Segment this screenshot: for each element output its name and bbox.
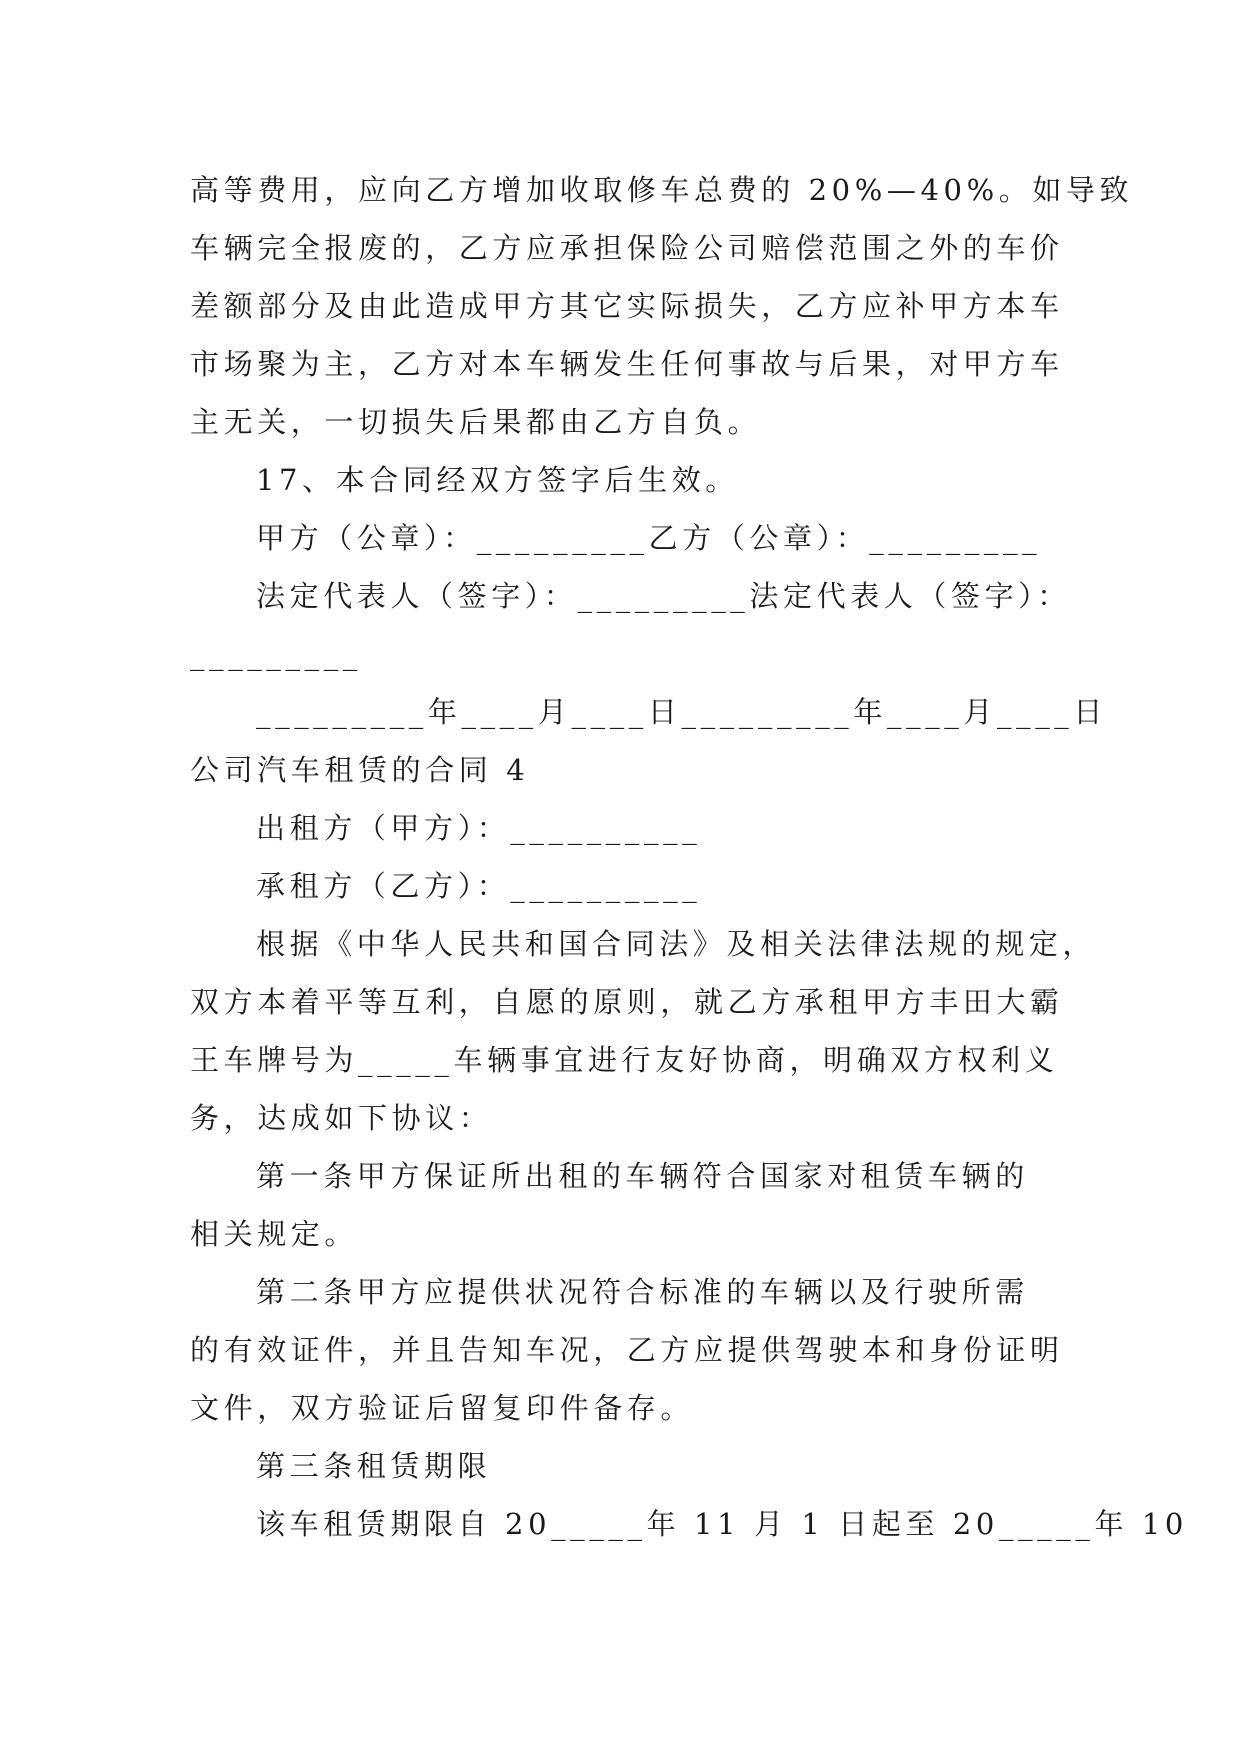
text-line: 出租方（甲方）：__________ [256, 811, 702, 845]
text-line: 车辆完全报废的，乙方应承担保险公司赔偿范围之外的车价 [190, 231, 1064, 265]
text-line: 公司汽车租赁的合同 4 [190, 753, 530, 787]
document-body [190, 161, 1188, 1553]
text-line: _________年____月____日_________年____月____日 [256, 695, 1107, 729]
text-line: 甲方（公章）：_________乙方（公章）：_________ [256, 521, 1042, 555]
text-line: 文件，双方验证后留复印件备存。 [190, 1391, 695, 1425]
text-line: 主无关，一切损失后果都由乙方自负。 [190, 405, 762, 439]
text-line: 的有效证件，并且告知车况，乙方应提供驾驶本和身份证明 [190, 1333, 1064, 1367]
text-line: 第三条租赁期限 [256, 1449, 492, 1483]
text-line: 差额部分及由此造成甲方其它实际损失，乙方应补甲方本车 [190, 289, 1064, 323]
text-line: 高等费用，应向乙方增加收取修车总费的 20%—40%。如导致 [190, 173, 1134, 207]
text-line: _________ [190, 637, 362, 671]
text-line: 法定代表人（签字）：_________法定代表人（签字）： [256, 579, 1071, 613]
text-line: 务，达成如下协议： [190, 1101, 493, 1135]
text-line: 该车租赁期限自 20_____年 11 月 1 日起至 20_____年 10 [256, 1507, 1188, 1541]
text-line: 市场聚为主，乙方对本车辆发生任何事故与后果，对甲方车 [190, 347, 1064, 381]
text-line: 第二条甲方应提供状况符合标准的车辆以及行驶所需 [256, 1275, 1029, 1309]
text-line: 第一条甲方保证所出租的车辆符合国家对租赁车辆的 [256, 1159, 1029, 1193]
text-line: 根据《中华人民共和国合同法》及相关法律法规的规定， [256, 927, 1097, 961]
text-line: 王车牌号为_____车辆事宜进行友好协商，明确双方权利义 [190, 1043, 1059, 1077]
text-line: 双方本着平等互利，自愿的原则，就乙方承租甲方丰田大霸 [190, 985, 1064, 1019]
text-line: 17、本合同经双方签字后生效。 [256, 463, 739, 497]
text-line: 承租方（乙方）：__________ [256, 869, 702, 903]
text-line: 相关规定。 [190, 1217, 359, 1251]
